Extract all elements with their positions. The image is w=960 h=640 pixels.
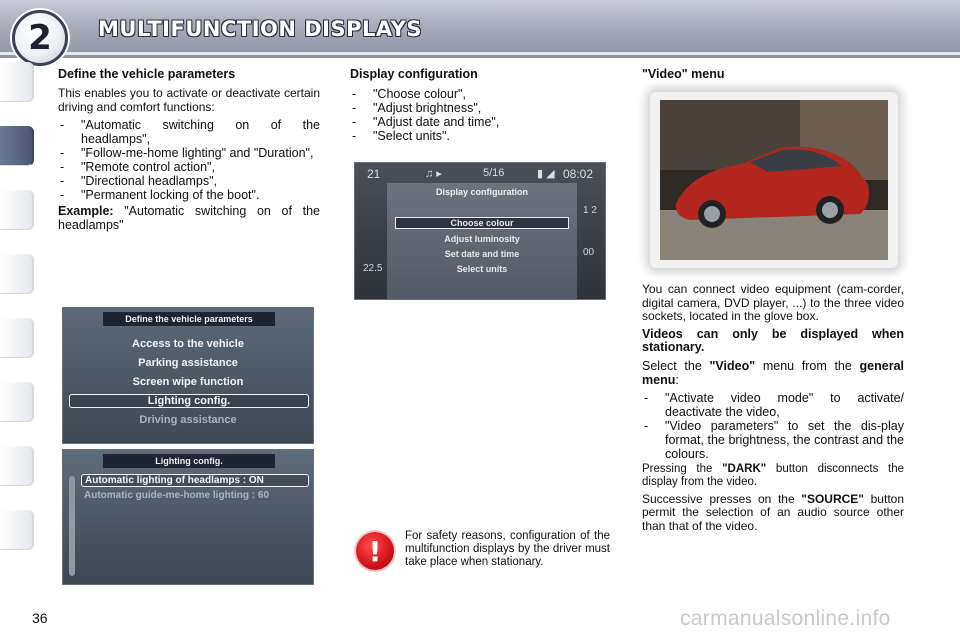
screen-side-left: 22.5 [363, 263, 383, 274]
text-fragment: general menu [642, 358, 904, 387]
example-label: Example: [58, 204, 114, 218]
menu-item[interactable]: Automatic guide-me-home lighting : 60 [84, 490, 270, 501]
signal-icon: ▮ ◢ [537, 168, 555, 180]
text-fragment: "Video" [709, 358, 756, 373]
column-display-configuration [350, 67, 610, 145]
text-fragment: button permit the selection of an audio source other than that of the video. [642, 491, 904, 533]
screen-status-bar [355, 163, 605, 185]
section-heading: Display configuration [350, 67, 478, 81]
display-configuration-screenshot [354, 162, 606, 300]
text-fragment: button disconnects the display from the video. [642, 462, 904, 488]
video-options-list [642, 391, 904, 461]
safety-warning-text: For safety reasons, configuration of the multifunction displays by the driver must take place when stationary. [405, 530, 610, 568]
example-text [58, 204, 320, 232]
example-value: "Automatic switching on of the headlamps" [58, 204, 320, 232]
side-tab-active[interactable] [0, 126, 34, 166]
display-config-list [350, 87, 610, 143]
dark-button-note [642, 463, 904, 489]
side-tab[interactable] [0, 190, 34, 230]
parameters-list [58, 118, 320, 202]
menu-item[interactable]: Set date and time [444, 249, 520, 259]
menu-item[interactable]: Parking assistance [138, 357, 238, 369]
car-photo-illustration [650, 92, 898, 268]
screen-side-right: 1 2 [583, 205, 597, 216]
side-tab[interactable] [0, 446, 34, 486]
page-title: MULTIFUNCTION DISPLAYS [98, 17, 422, 41]
source-button-note [642, 493, 904, 534]
screen-side-right: 00 [583, 247, 595, 258]
section-heading: "Video" menu [642, 67, 725, 81]
menu-item-selected[interactable]: Automatic lighting of headlamps : ON [81, 474, 309, 487]
text-fragment: "SOURCE" [801, 491, 864, 506]
chapter-number-badge: 2 [12, 10, 68, 66]
text-fragment: Pressing the [642, 462, 723, 475]
header-divider [0, 52, 960, 55]
video-car-image [650, 92, 898, 268]
text-fragment: menu from the [755, 358, 860, 373]
lighting-config-screenshot [62, 449, 314, 585]
page-number: 36 [32, 610, 48, 626]
list-item: - "Select units". [350, 129, 610, 143]
side-tab[interactable] [0, 510, 34, 550]
track-counter: 5/16 [483, 167, 505, 179]
menu-item-selected[interactable]: Choose colour [395, 217, 569, 229]
chapter-side-tabs [0, 62, 36, 582]
text-fragment: Successive presses on the [642, 491, 802, 506]
screen-title: Lighting config. [103, 454, 275, 468]
watermark: carmanualsonline.info [680, 607, 891, 630]
menu-item[interactable]: Select units [456, 264, 508, 274]
menu-item[interactable]: Screen wipe function [132, 376, 244, 388]
list-item: - "Automatic switching on of the headlamps", [58, 118, 320, 146]
screen-title: Define the vehicle parameters [103, 312, 275, 326]
list-item: - "Adjust brightness", [350, 101, 610, 115]
side-tab[interactable] [0, 318, 34, 358]
display-config-menu [387, 183, 577, 300]
list-item: - "Activate video mode" to activate/ deactivate the video, [642, 391, 904, 419]
side-tab[interactable] [0, 254, 34, 294]
column-video-menu [642, 67, 904, 87]
video-select-instruction [642, 359, 904, 387]
text-fragment: Select the [642, 358, 710, 373]
video-stationary-note: Videos can only be displayed when stationary. [642, 326, 904, 354]
side-tab[interactable] [0, 382, 34, 422]
side-tab[interactable] [0, 62, 34, 102]
section-heading: Define the vehicle parameters [58, 67, 236, 81]
list-item: - "Remote control action", [58, 160, 320, 174]
list-item: - "Choose colour", [350, 87, 610, 101]
list-item: - "Follow-me-home lighting" and "Duration", [58, 146, 320, 160]
menu-item[interactable]: Driving assistance [139, 414, 237, 426]
music-note-icon: ♫ ▸ [425, 168, 442, 180]
list-item: - "Video parameters" to set the dis-play format, the brightness, the contrast and the colours. [642, 419, 904, 461]
clock-time: 08:02 [563, 167, 594, 181]
menu-item[interactable]: Access to the vehicle [132, 338, 244, 350]
list-item: - "Permanent locking of the boot". [58, 188, 320, 202]
status-left: 21 [367, 167, 381, 181]
warning-icon: ! [356, 532, 394, 570]
text-fragment: "DARK" [722, 462, 767, 475]
video-intro: You can connect video equipment (cam-corder, digital camera, DVD player, ...) to the three video sockets, located in the glove box. [642, 282, 904, 323]
list-item: - "Directional headlamps", [58, 174, 320, 188]
menu-item[interactable]: Adjust luminosity [444, 234, 520, 244]
scrollbar[interactable] [69, 476, 75, 576]
vehicle-parameters-screenshot [62, 307, 314, 444]
menu-item-selected[interactable]: Lighting config. [69, 394, 309, 408]
column-vehicle-parameters [58, 67, 320, 236]
text-fragment: : [675, 372, 679, 387]
list-item: - "Adjust date and time", [350, 115, 610, 129]
menu-title: Display configuration [435, 187, 528, 197]
column-video-menu-body [642, 283, 904, 537]
intro-text: This enables you to activate or deactivate certain driving and comfort functions: [58, 86, 320, 114]
